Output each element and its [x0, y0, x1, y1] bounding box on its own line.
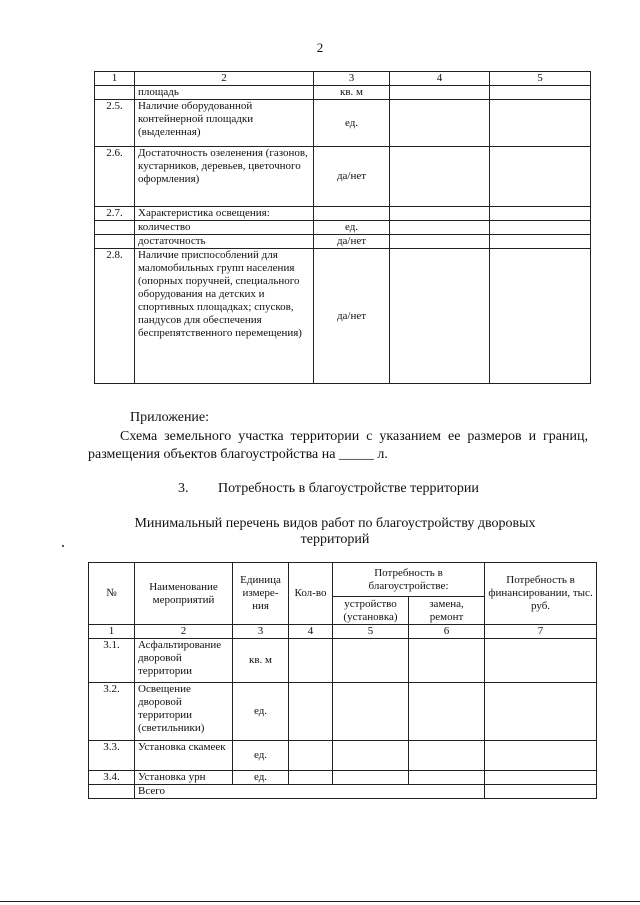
- row-number: 2.7.: [95, 207, 135, 221]
- col-number: 5: [333, 625, 409, 639]
- empty-cell: [485, 741, 597, 771]
- empty-cell: [390, 86, 490, 100]
- row-number: [95, 235, 135, 249]
- empty-cell: [89, 785, 135, 799]
- col-number: 3: [233, 625, 289, 639]
- works-list-title: Минимальный перечень видов работ по благоустройству дворовых территорий: [134, 516, 536, 547]
- empty-cell: [289, 639, 333, 683]
- row-unit: ед.: [314, 221, 390, 235]
- row-unit: ед.: [233, 771, 289, 785]
- col-number: 6: [409, 625, 485, 639]
- empty-cell: [289, 741, 333, 771]
- row-name: Наличие оборудованной контейнерной площадки (выделенная): [135, 100, 314, 147]
- row-name: достаточность: [135, 235, 314, 249]
- empty-cell: [485, 639, 597, 683]
- table-row: [95, 221, 591, 235]
- empty-cell: [409, 683, 485, 741]
- row-name: Установка скамеек: [135, 741, 233, 771]
- empty-cell: [390, 235, 490, 249]
- table-row: [89, 639, 597, 683]
- empty-cell: [409, 741, 485, 771]
- empty-cell: [409, 639, 485, 683]
- table-row: [89, 771, 597, 785]
- col-header: 1: [95, 72, 135, 86]
- header-unit: Единица измере-ния: [233, 563, 289, 625]
- row-name: количество: [135, 221, 314, 235]
- row-name: Наличие приспособлений для маломобильных групп населения (опорных поручней, специального оборудования на детских и спортивных площадках; спусков, пандусов для обеспечения беспрепятственного перемещения): [135, 249, 314, 384]
- page-number: 2: [316, 40, 324, 55]
- row-number: 2.6.: [95, 147, 135, 207]
- row-number: 2.5.: [95, 100, 135, 147]
- empty-cell: [409, 771, 485, 785]
- scan-dot: [62, 545, 64, 547]
- empty-cell: [289, 771, 333, 785]
- empty-cell: [333, 639, 409, 683]
- row-unit: ед.: [233, 741, 289, 771]
- col-header: 4: [390, 72, 490, 86]
- row-name: Установка урн: [135, 771, 233, 785]
- header-num: №: [89, 563, 135, 625]
- empty-cell: [490, 100, 591, 147]
- header-finance: Потребность в финансировании, тыс. руб.: [485, 563, 597, 625]
- empty-cell: [485, 771, 597, 785]
- table-row: [95, 207, 591, 221]
- row-unit: кв. м: [233, 639, 289, 683]
- header-replace: замена, ремонт: [409, 597, 485, 625]
- row-number: 3.1.: [89, 639, 135, 683]
- row-unit: кв. м: [314, 86, 390, 100]
- section-title: Потребность в благоустройстве территории: [218, 481, 479, 496]
- row-name: Характеристика освещения:: [135, 207, 314, 221]
- appendix-text: Схема земельного участка территории с указанием ее размеров и границ, размещения объектов благоустройства на _____ л.: [88, 429, 588, 462]
- empty-cell: [490, 86, 591, 100]
- col-number: 2: [135, 625, 233, 639]
- bottom-rule: [0, 901, 640, 902]
- row-name: Достаточность озеленения (газонов, кустарников, деревьев, цветочного оформления): [135, 147, 314, 207]
- row-number: 3.2.: [89, 683, 135, 741]
- indicators-table: [94, 71, 591, 384]
- empty-cell: [333, 683, 409, 741]
- empty-cell: [485, 683, 597, 741]
- row-name: Освещение дворовой территории (светильники): [135, 683, 233, 741]
- total-label: Всего: [135, 785, 485, 799]
- empty-cell: [490, 207, 591, 221]
- empty-cell: [289, 683, 333, 741]
- header-qty: Кол-во: [289, 563, 333, 625]
- table-header-row: [95, 72, 591, 86]
- section-number: 3.: [178, 481, 189, 496]
- row-number: 3.3.: [89, 741, 135, 771]
- table-row: [89, 683, 597, 741]
- row-name: площадь: [135, 86, 314, 100]
- empty-cell: [390, 100, 490, 147]
- table-row: [95, 235, 591, 249]
- row-unit: да/нет: [314, 147, 390, 207]
- row-number: [95, 86, 135, 100]
- table-row: [89, 741, 597, 771]
- row-number: 2.8.: [95, 249, 135, 384]
- col-number: 7: [485, 625, 597, 639]
- column-numbers-row: [89, 625, 597, 639]
- row-unit: ед.: [233, 683, 289, 741]
- empty-cell: [333, 771, 409, 785]
- empty-cell: [485, 785, 597, 799]
- row-number: 3.4.: [89, 771, 135, 785]
- row-name: Асфальтирование дворовой территории: [135, 639, 233, 683]
- empty-cell: [390, 207, 490, 221]
- works-table: [88, 562, 597, 799]
- table-header-row: [89, 563, 597, 597]
- row-unit: ед.: [314, 100, 390, 147]
- row-number: [95, 221, 135, 235]
- section-heading: [178, 481, 479, 497]
- empty-cell: [490, 221, 591, 235]
- empty-cell: [390, 221, 490, 235]
- table-row: [95, 249, 591, 384]
- empty-cell: [490, 147, 591, 207]
- col-header: 5: [490, 72, 591, 86]
- table-row: [95, 147, 591, 207]
- empty-cell: [333, 741, 409, 771]
- header-need: Потребность в благоустройстве:: [333, 563, 485, 597]
- empty-cell: [490, 235, 591, 249]
- table-row: [95, 86, 591, 100]
- row-unit: да/нет: [314, 235, 390, 249]
- table-row: [95, 100, 591, 147]
- col-number: 4: [289, 625, 333, 639]
- appendix-label: Приложение:: [130, 410, 210, 425]
- col-header: 2: [135, 72, 314, 86]
- empty-cell: [390, 147, 490, 207]
- row-unit: [314, 207, 390, 221]
- col-header: 3: [314, 72, 390, 86]
- empty-cell: [390, 249, 490, 384]
- total-row: [89, 785, 597, 799]
- col-number: 1: [89, 625, 135, 639]
- header-name: Наименование мероприятий: [135, 563, 233, 625]
- empty-cell: [490, 249, 591, 384]
- row-unit: да/нет: [314, 249, 390, 384]
- header-install: устройство (установка): [333, 597, 409, 625]
